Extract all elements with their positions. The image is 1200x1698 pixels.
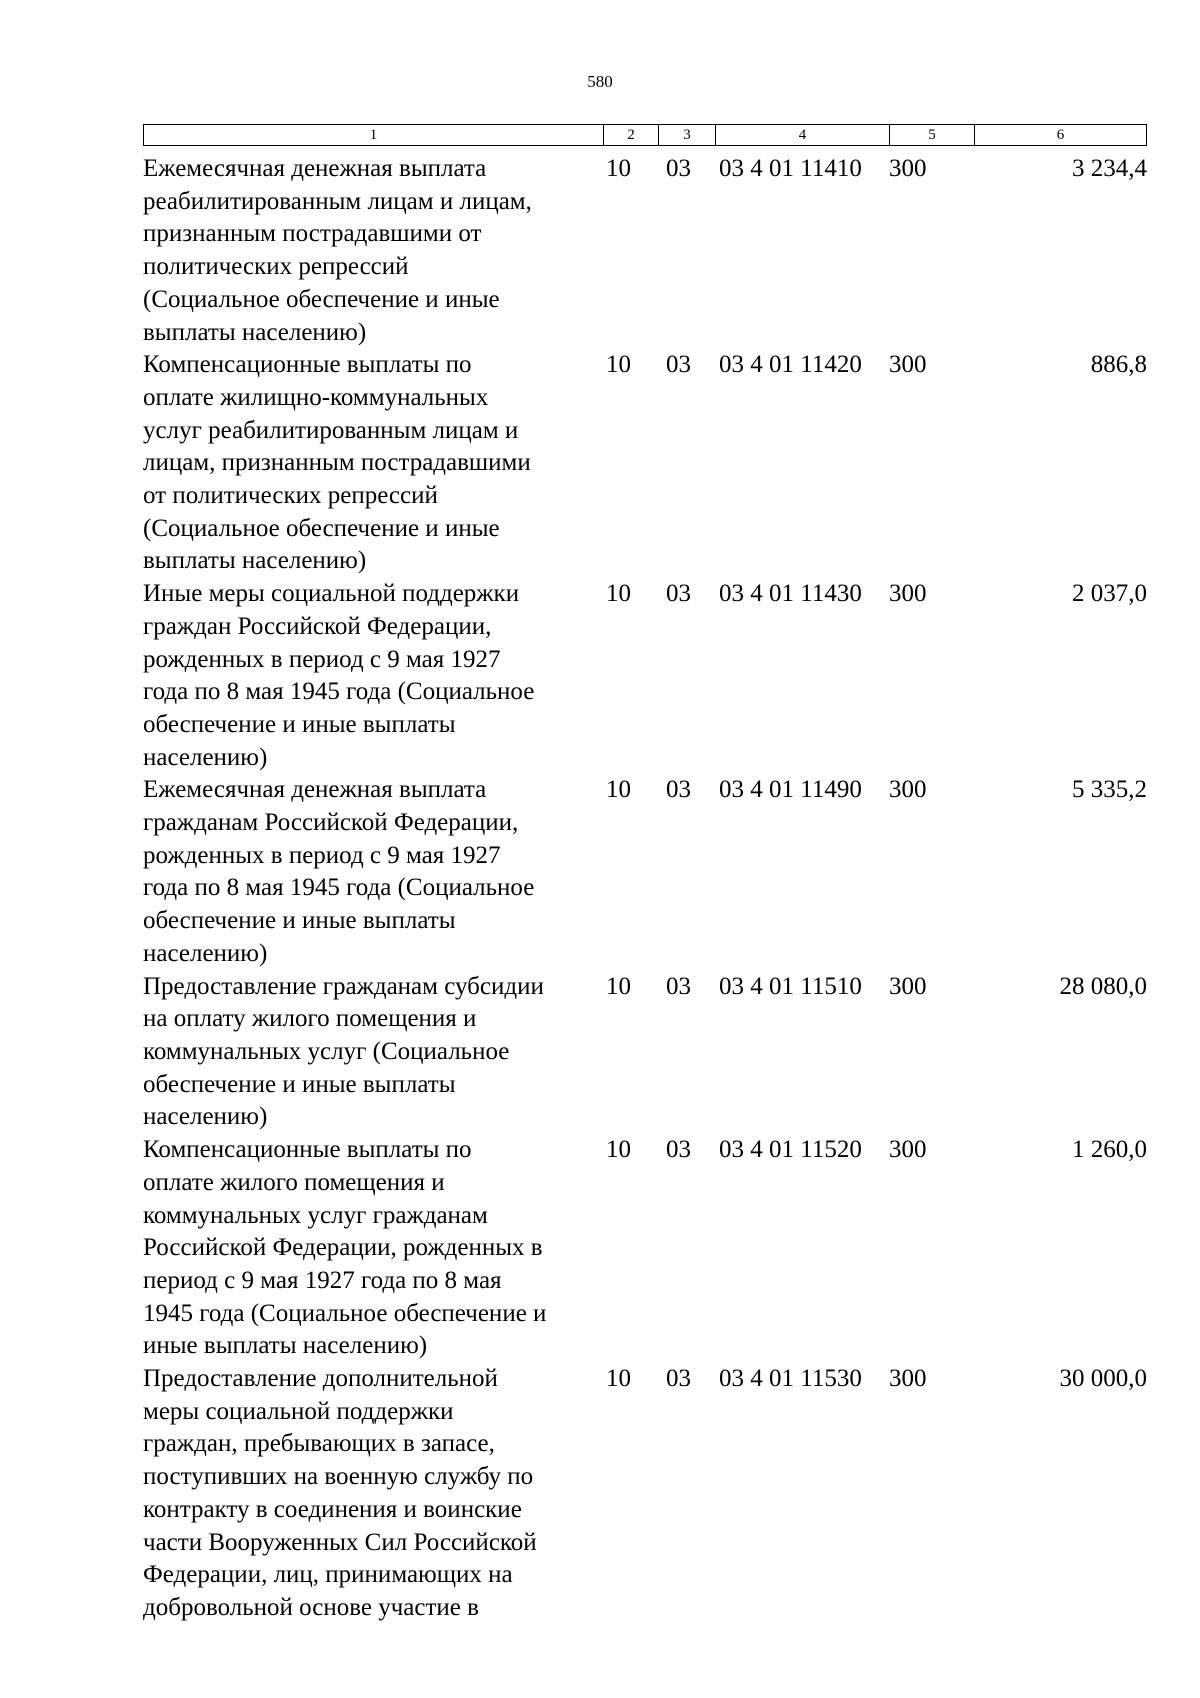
column-header-3: 3 xyxy=(659,125,716,145)
row-subsection: 03 xyxy=(666,972,691,1000)
row-sum: 1 260,0 xyxy=(1072,1136,1147,1164)
row-code: 03 4 01 11530 xyxy=(719,1365,862,1393)
row-code: 03 4 01 11420 xyxy=(719,351,862,379)
page-number: 580 xyxy=(587,72,613,91)
row-subsection: 03 xyxy=(666,776,691,804)
row-name: Ежемесячная денежная выплата гражданам Российской Федерации, рожденных в период с 9 мая 1927 года по 8 мая 1945 года (Социальное обеспечение и иные выплаты населению) xyxy=(143,776,535,967)
row-subsection: 03 xyxy=(666,351,691,379)
row-code: 03 4 01 11510 xyxy=(719,972,862,1000)
row-sum: 5 335,2 xyxy=(1072,776,1147,804)
row-sum: 3 234,4 xyxy=(1072,155,1147,182)
table-row xyxy=(143,153,1147,349)
row-name: Иные меры социальной поддержки граждан Российской Федерации, рожденных в период с 9 мая 1927 года по 8 мая 1945 года (Социальное обеспечение и иные выплаты населению) xyxy=(143,580,535,771)
row-section: 10 xyxy=(606,155,631,182)
table-row xyxy=(143,1363,1147,1625)
row-expense-type: 300 xyxy=(889,776,927,804)
row-expense-type: 300 xyxy=(889,1136,927,1164)
row-subsection: 03 xyxy=(666,580,691,608)
row-code: 03 4 01 11430 xyxy=(719,580,862,608)
column-header-6: 6 xyxy=(1056,127,1065,143)
table-row xyxy=(143,1134,1147,1363)
row-subsection: 03 xyxy=(666,1136,691,1164)
table-row xyxy=(143,971,1147,1135)
row-section: 10 xyxy=(606,1365,631,1393)
row-code: 03 4 01 11410 xyxy=(719,155,862,182)
row-section: 10 xyxy=(606,1136,631,1164)
column-header-1: 1 xyxy=(144,125,604,145)
row-expense-type: 300 xyxy=(889,351,927,379)
column-header-2: 2 xyxy=(604,125,659,145)
row-name: Предоставление дополнительной меры социальной поддержки граждан, пребывающих в запасе, поступивших на военную службу по контракту в соединения и воинские части Вооруженных Сил Российской Федерации, лиц, принимающих на добровольной основе участие в xyxy=(143,1365,537,1621)
column-header-4: 4 xyxy=(716,125,890,145)
row-name: Компенсационные выплаты по оплате жилищно-коммунальных услуг реабилитированным лицам и лицам, признанным пострадавшими от политических репрессий (Социальное обеспечение и иные выплаты населению) xyxy=(143,351,531,575)
row-code: 03 4 01 11490 xyxy=(719,776,862,804)
row-section: 10 xyxy=(606,580,631,608)
table-row xyxy=(143,774,1147,970)
row-name: Предоставление гражданам субсидии на оплату жилого помещения и коммунальных услуг (Социальное обеспечение и иные выплаты населению) xyxy=(143,972,544,1131)
row-name: Ежемесячная денежная выплата реабилитированным лицам и лицам, признанным пострадавшими от политических репрессий (Социальное обеспечение и иные выплаты населению) xyxy=(143,155,532,346)
row-sum: 28 080,0 xyxy=(1059,972,1147,1000)
table-row xyxy=(143,578,1147,774)
row-section: 10 xyxy=(606,351,631,379)
row-sum: 2 037,0 xyxy=(1072,580,1147,608)
row-sum: 30 000,0 xyxy=(1059,1365,1147,1393)
table-row xyxy=(143,349,1147,578)
row-subsection: 03 xyxy=(666,155,691,182)
row-name: Компенсационные выплаты по оплате жилого помещения и коммунальных услуг гражданам Российской Федерации, рожденных в период с 9 мая 1927 года по 8 мая 1945 года (Социальное обеспечение и иные выплаты населению) xyxy=(143,1136,547,1360)
row-expense-type: 300 xyxy=(889,580,927,608)
column-header-5: 5 xyxy=(890,125,975,145)
row-expense-type: 300 xyxy=(889,155,927,182)
row-expense-type: 300 xyxy=(889,972,927,1000)
row-section: 10 xyxy=(606,776,631,804)
row-subsection: 03 xyxy=(666,1365,691,1393)
row-expense-type: 300 xyxy=(889,1365,927,1393)
row-code: 03 4 01 11520 xyxy=(719,1136,862,1164)
row-sum: 886,8 xyxy=(1090,351,1147,379)
table-header xyxy=(143,124,1147,146)
row-section: 10 xyxy=(606,972,631,1000)
table-body xyxy=(143,153,1147,1625)
